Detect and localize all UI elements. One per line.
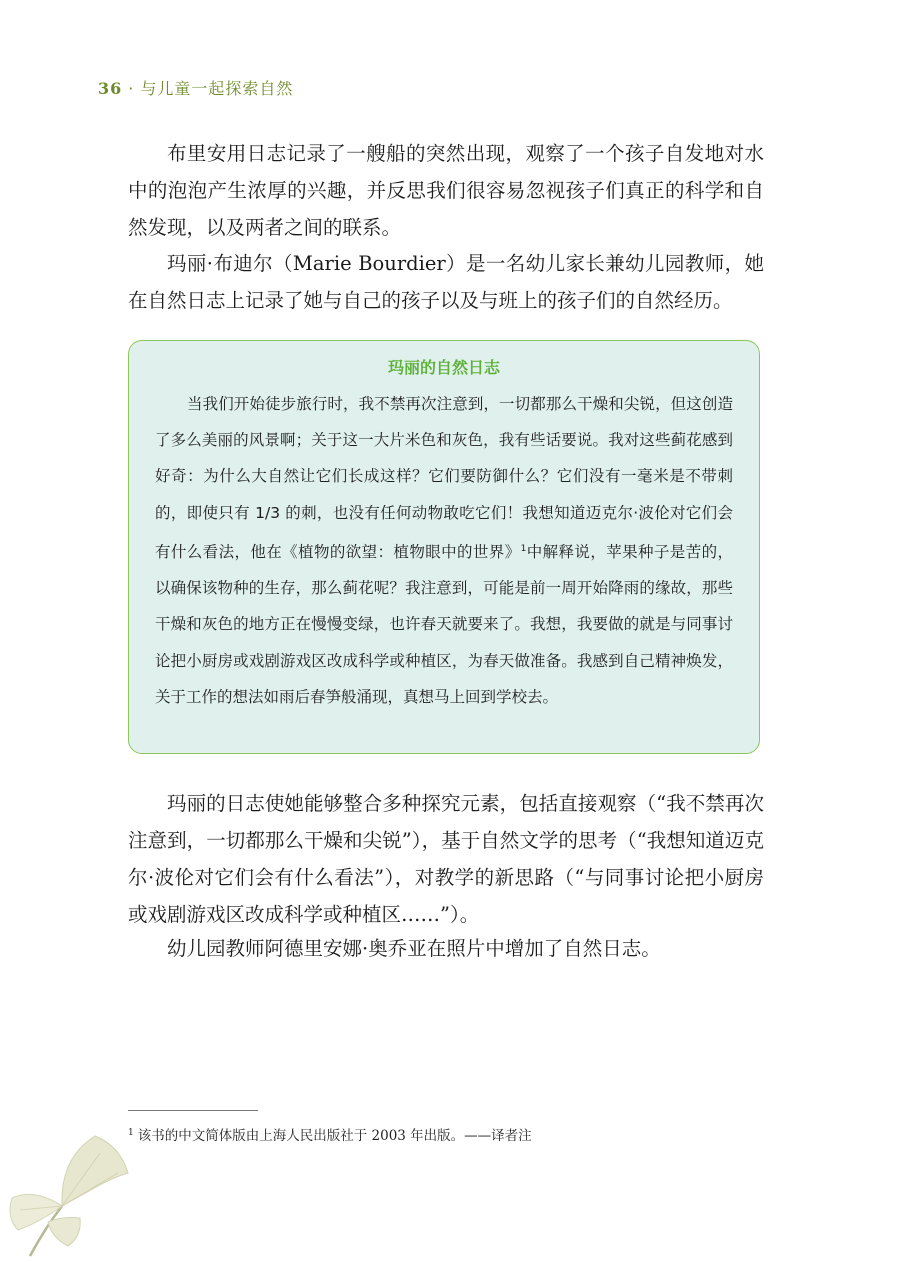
journal-text-part-1: 当我们开始徒步旅行时，我不禁再次注意到，一切都那么干燥和尖锐，但这创造了多么美丽的风景啊；关于这一大片米色和灰色，我有些话要说。我对这些蓟花感到好奇：为什么大自然让它们长成这样？它们要防御什么？它们没有一毫米是不带刺的，即使只有 1/3 的刺，也没有任何动物敢吃它们！我想知道迈克尔·波伦对它们会有什么看法，他在《植物的欲望：植物眼中的世界》 [155, 395, 733, 561]
page-number: 36 [98, 79, 123, 98]
body-paragraph-1: 布里安用日志记录了一艘船的突然出现，观察了一个孩子自发地对水中的泡泡产生浓厚的兴趣，并反思我们很容易忽视孩子们真正的科学和自然发现，以及两者之间的联系。 [128, 142, 764, 239]
running-header [98, 76, 293, 99]
ginkgo-leaf-icon [0, 1118, 140, 1262]
footnote-reference: 1 [520, 543, 527, 554]
footnote-text: 该书的中文简体版由上海人民出版社于 2003 年出版。——译者注 [137, 1128, 532, 1144]
body-paragraph-2: 玛丽·布迪尔（Marie Bourdier）是一名幼儿家长兼幼儿园教师，她在自然日志上记录了她与自己的孩子以及与班上的孩子们的自然经历。 [128, 252, 764, 312]
journal-box-title: 玛丽的自然日志 [387, 358, 500, 377]
journal-sidebar-box [128, 340, 760, 754]
footnote-mark: 1 [128, 1127, 134, 1138]
body-paragraph-4: 幼儿园教师阿德里安娜·奥乔亚在照片中增加了自然日志。 [167, 937, 661, 960]
journal-text-part-2: 中解释说，苹果种子是苦的，以确保该物种的生存，那么蓟花呢？我注意到，可能是前一周开始降雨的缘故，那些干燥和灰色的地方正在慢慢变绿，也许春天就要来了。我想，我要做的就是与同事讨论把小厨房或戏剧游戏区改成科学或种植区，为春天做准备。我感到自己精神焕发，关于工作的想法如雨后春笋般涌现，真想马上回到学校去。 [155, 542, 733, 706]
header-separator: · [128, 79, 135, 98]
book-title: 与儿童一起探索自然 [140, 79, 294, 98]
footnote-divider [128, 1110, 258, 1111]
footnote [128, 1124, 532, 1144]
body-paragraph-3: 玛丽的日志使她能够整合多种探究元素，包括直接观察（“我不禁再次注意到，一切都那么干燥和尖锐”），基于自然文学的思考（“我想知道迈克尔·波伦对它们会有什么看法”），对教学的新思路（“与同事讨论把小厨房或戏剧游戏区改成科学或种植区……”）。 [128, 792, 764, 926]
journal-box-text [155, 386, 733, 715]
